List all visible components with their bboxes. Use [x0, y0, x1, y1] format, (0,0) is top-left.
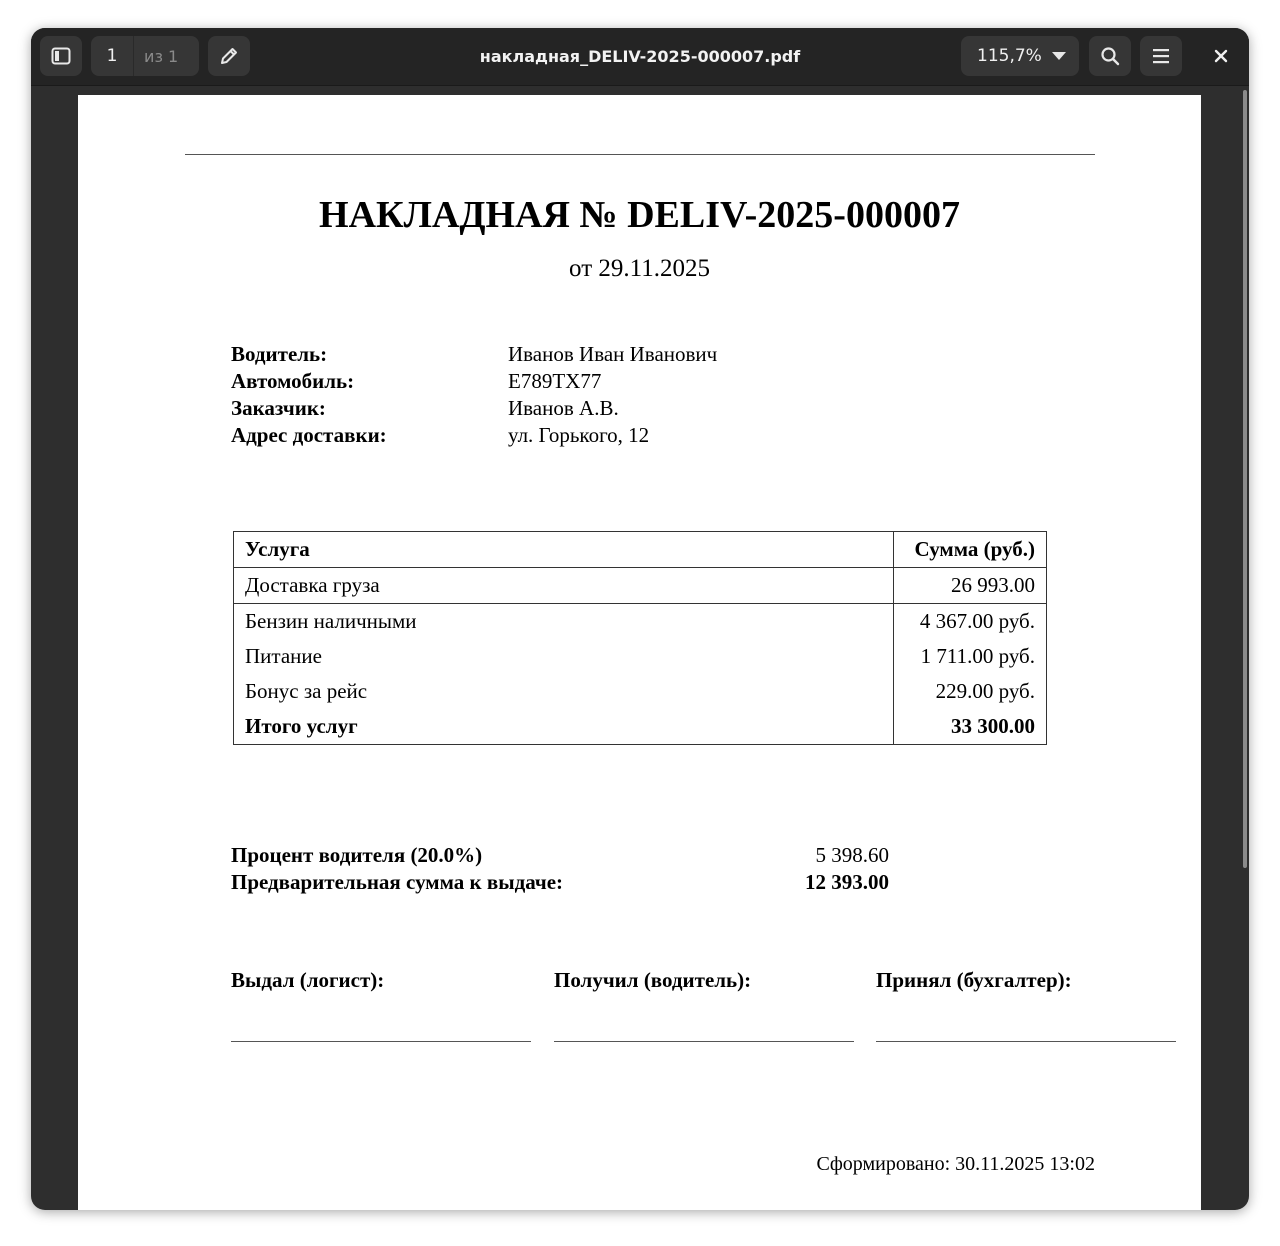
address-label: Адрес доставки:	[231, 423, 387, 447]
table-total-row	[234, 709, 1047, 745]
service-cell: Питание	[234, 639, 894, 674]
services-table	[233, 531, 1047, 745]
close-icon	[1214, 49, 1228, 63]
table-row	[234, 568, 1047, 604]
chevron-down-icon	[1052, 52, 1066, 60]
driver-percent-label: Процент водителя (20.0%)	[231, 843, 483, 867]
payout-value: 12 393.00	[805, 870, 889, 894]
table-row	[234, 639, 1047, 674]
amount-cell: 26 993.00	[894, 568, 1047, 604]
pencil-icon	[219, 46, 239, 66]
main-menu-button[interactable]	[1140, 36, 1182, 76]
pdf-page	[78, 95, 1201, 1210]
amount-cell: 4 367.00 руб.	[894, 604, 1047, 640]
pdf-viewer-window	[31, 28, 1249, 1210]
hamburger-menu-icon	[1151, 47, 1171, 65]
amount-cell: 1 711.00 руб.	[894, 639, 1047, 674]
vehicle-label: Автомобиль:	[231, 369, 355, 393]
service-cell: Доставка груза	[234, 568, 894, 604]
vertical-scrollbar[interactable]	[1243, 90, 1247, 868]
signature-line-driver	[554, 1041, 854, 1042]
column-header-service: Услуга	[234, 532, 894, 568]
header-bar	[31, 28, 1249, 86]
payout-label: Предварительная сумма к выдаче:	[231, 870, 564, 894]
current-page-input[interactable]: 1	[106, 46, 118, 66]
issued-by-label: Выдал (логист):	[231, 968, 385, 992]
header-rule	[185, 154, 1095, 155]
document-filename: накладная_DELIV-2025-000007.pdf	[479, 47, 801, 66]
customer-value: Иванов А.В.	[508, 396, 619, 420]
table-row	[234, 604, 1047, 640]
total-pages-label: из 1	[144, 46, 179, 66]
column-header-amount: Сумма (руб.)	[894, 532, 1047, 568]
total-label-cell: Итого услуг	[234, 709, 894, 745]
service-cell: Бонус за рейс	[234, 674, 894, 709]
search-button[interactable]	[1089, 36, 1131, 76]
driver-value: Иванов Иван Иванович	[508, 342, 718, 366]
total-amount-cell: 33 300.00	[894, 709, 1047, 745]
annotate-button[interactable]	[208, 36, 250, 76]
address-value: ул. Горького, 12	[508, 423, 650, 447]
table-header-row	[234, 532, 1047, 568]
service-cell: Бензин наличными	[234, 604, 894, 640]
generated-timestamp: Сформировано: 30.11.2025 13:02	[816, 1153, 1095, 1175]
signature-line-accountant	[876, 1041, 1176, 1042]
close-button[interactable]	[1201, 36, 1241, 76]
accepted-by-label: Принял (бухгалтер):	[876, 968, 1072, 992]
signature-line-issuer	[231, 1041, 531, 1042]
search-icon	[1100, 46, 1120, 66]
received-by-label: Получил (водитель):	[554, 968, 752, 992]
vehicle-value: Е789ТХ77	[508, 369, 602, 393]
amount-cell: 229.00 руб.	[894, 674, 1047, 709]
document-date: от 29.11.2025	[569, 255, 710, 282]
driver-percent-value: 5 398.60	[815, 843, 889, 867]
zoom-level: 115,7%	[977, 46, 1042, 66]
customer-label: Заказчик:	[231, 396, 326, 420]
table-row	[234, 674, 1047, 709]
page-indicator	[91, 36, 199, 76]
document-title: НАКЛАДНАЯ № DELIV-2025-000007	[319, 194, 960, 236]
driver-label: Водитель:	[231, 342, 328, 366]
zoom-dropdown[interactable]	[961, 36, 1079, 76]
sidebar-toggle-icon	[51, 47, 71, 65]
sidebar-toggle-button[interactable]	[40, 36, 82, 76]
